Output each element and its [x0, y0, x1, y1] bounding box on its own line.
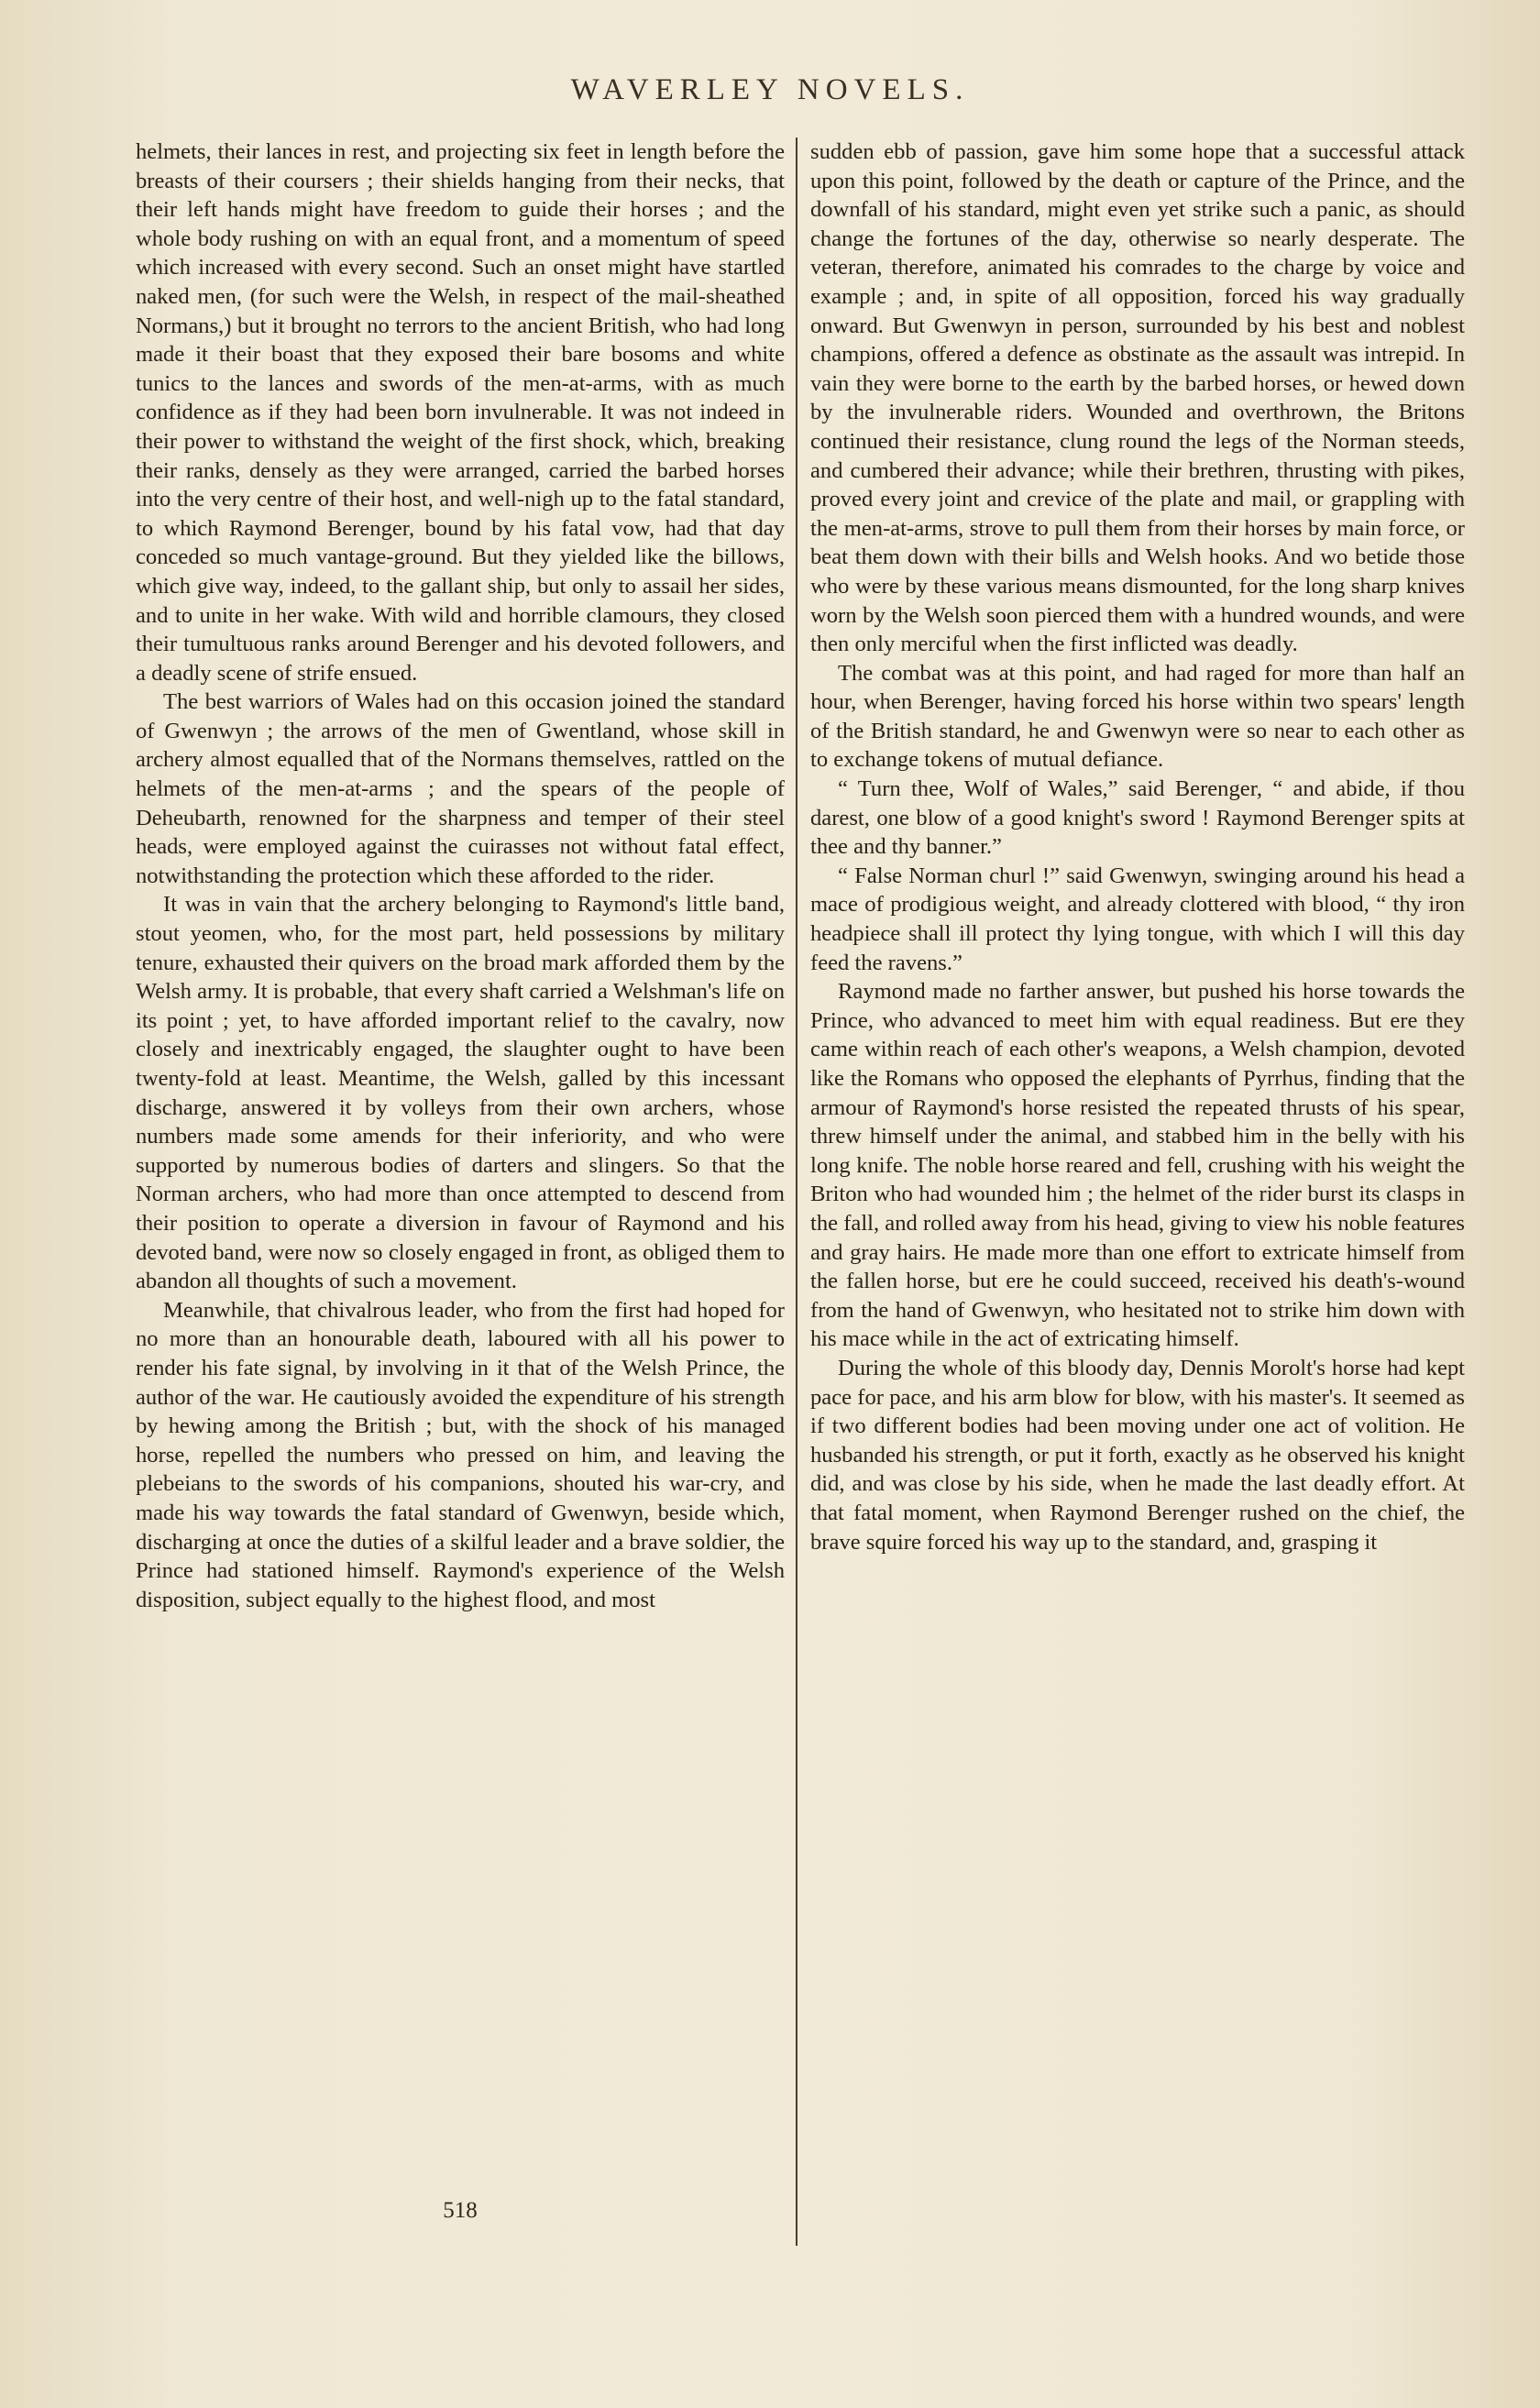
running-title: WAVERLEY NOVELS.: [570, 73, 970, 106]
paragraph: Meanwhile, that chivalrous leader, who from the first had hoped for no more than an honourable death, laboured with all his power to render his fate signal, by involving in it that of the Welsh Prince, the author of the war. He cautiously avoided the expenditure of his strength by hewing among the British ; but, with the shock of his managed horse, repelled the numbers who pressed on him, and leaving the plebeians to the swords of his companions, shouted his war-cry, and made his way towards the fatal standard of Gwenwyn, beside which, discharging at once the duties of a skilful leader and a brave soldier, the Prince had stationed himself. Raymond's experience of the Welsh disposition, subject equally to the highest flood, and most: [136, 1297, 785, 1612]
paragraph: “ False Norman churl !” said Gwenwyn, swinging around his head a mace of prodigious weight, and already clottered with blood, “ thy iron headpiece shall ill protect thy lying tongue, with which I will this day feed the ravens.”: [810, 863, 1465, 975]
paragraph: sudden ebb of passion, gave him some hope that a successful attack upon this point, followed by the death or capture of the Prince, and the downfall of his standard, might even yet strike such a panic, as should change the fortunes of the day, otherwise so nearly desperate. The veteran, therefore, animated his comrades to the charge by voice and example ; and, in spite of all opposition, forced his way gradually onward. But Gwenwyn in person, surrounded by his best and noblest champions, offered a defence as obstinate as the assault was intrepid. In vain they were borne to the earth by the barbed horses, or hewed down by the invulnerable riders. Wounded and overthrown, the Britons continued their resistance, clung round the legs of the Norman steeds, and cumbered their advance; while their brethren, thrusting with pikes, proved every joint and crevice of the plate and mail, or grappling with the men-at-arms, strove to pull them from their horses by main force, or beat them down with their bills and Welsh hooks. And wo betide those who were by these various means dismounted, for the long sharp knives worn by the Welsh soon pierced them with a hundred wounds, and were then only merciful when the first inflicted was deadly.: [810, 139, 1465, 657]
paragraph: It was in vain that the archery belonging to Raymond's little band, stout yeomen, who, for the most part, held possessions by military tenure, exhausted their quivers on the broad mark afforded them by the Welsh army. It is probable, that every shaft carried a Welshman's life on its point ; yet, to have afforded important relief to the cavalry, now closely and inextricably engaged, the slaughter ought to have been twenty-fold at least. Meantime, the Welsh, galled by this incessant discharge, answered it by volleys from their own archers, whose numbers made some amends for their inferiority, and who were supported by numerous bodies of darters and slingers. So that the Norman archers, who had more than once attempted to descend from their position to operate a diversion in favour of Raymond and his devoted band, were now so closely engaged in front, as obliged them to abandon all thoughts of such a movement.: [136, 892, 785, 1294]
left-column: [136, 137, 785, 1614]
paragraph: “ Turn thee, Wolf of Wales,” said Berenger, “ and abide, if thou darest, one blow of a good knight's sword ! Raymond Berenger spits at thee and thy banner.”: [810, 776, 1465, 860]
paragraph: The combat was at this point, and had raged for more than half an hour, when Berenger, having forced his horse within two spears' length of the British standard, he and Gwenwyn were so near to each other as to exchange tokens of mutual defiance.: [810, 660, 1465, 773]
column-divider: [796, 137, 798, 2246]
paragraph: Raymond made no farther answer, but pushed his horse towards the Prince, who advanced to meet him with equal readiness. But ere they came within reach of each other's weapons, a Welsh champion, devoted like the Romans who opposed the elephants of Pyrrhus, finding that the armour of Raymond's horse resisted the repeated thrusts of his spear, threw himself under the animal, and stabbed him in the belly with his long knife. The noble horse reared and fell, crushing with his weight the Briton who had wounded him ; the helmet of the rider burst its clasps in the fall, and rolled away from his head, giving to view his noble features and gray hairs. He made more than one effort to extricate himself from the fallen horse, but ere he could succeed, received his death's-wound from the hand of Gwenwyn, who hesitated not to strike him down with his mace while in the act of extricating himself.: [810, 979, 1465, 1352]
page-number: 518: [443, 2198, 478, 2223]
paragraph: The best warriors of Wales had on this occasion joined the standard of Gwenwyn ; the arrows of the men of Gwentland, whose skill in archery almost equalled that of the Normans themselves, rattled on the helmets of the men-at-arms ; and the spears of the people of Deheubarth, renowned for the sharpness and temper of their steel heads, were employed against the cuirasses not without fatal effect, notwithstanding the protection which these afforded to the rider.: [136, 689, 785, 888]
paragraph: helmets, their lances in rest, and projecting six feet in length before the breasts of their coursers ; their shields hanging from their necks, that their left hands might have freedom to guide their horses ; and the whole body rushing on with an equal front, and a momentum of speed which increased with every second. Such an onset might have startled naked men, (for such were the Welsh, in respect of the mail-sheathed Normans,) but it brought no terrors to the ancient British, who had long made it their boast that they exposed their bare bosoms and white tunics to the lances and swords of the men-at-arms, with as much confidence as if they had been born invulnerable. It was not indeed in their power to withstand the weight of the first shock, which, breaking their ranks, densely as they were arranged, carried the barbed horses into the very centre of their host, and well-nigh up to the fatal standard, to which Raymond Berenger, bound by his fatal vow, had that day conceded so much vantage-ground. But they yielded like the billows, which give way, indeed, to the gallant ship, but only to assail her sides, and to unite in her wake. With wild and horrible clamours, they closed their tumultuous ranks around Berenger and his devoted followers, and a deadly scene of strife ensued.: [136, 139, 785, 686]
paragraph: During the whole of this bloody day, Dennis Morolt's horse had kept pace for pace, and his arm blow for blow, with his master's. It seemed as if two different bodies had been moving under one act of volition. He husbanded his strength, or put it forth, exactly as he observed his knight did, and was close by his side, when he made the last deadly effort. At that fatal moment, when Raymond Berenger rushed on the chief, the brave squire forced his way up to the standard, and, grasping it: [810, 1355, 1465, 1555]
right-column: [810, 137, 1465, 1556]
